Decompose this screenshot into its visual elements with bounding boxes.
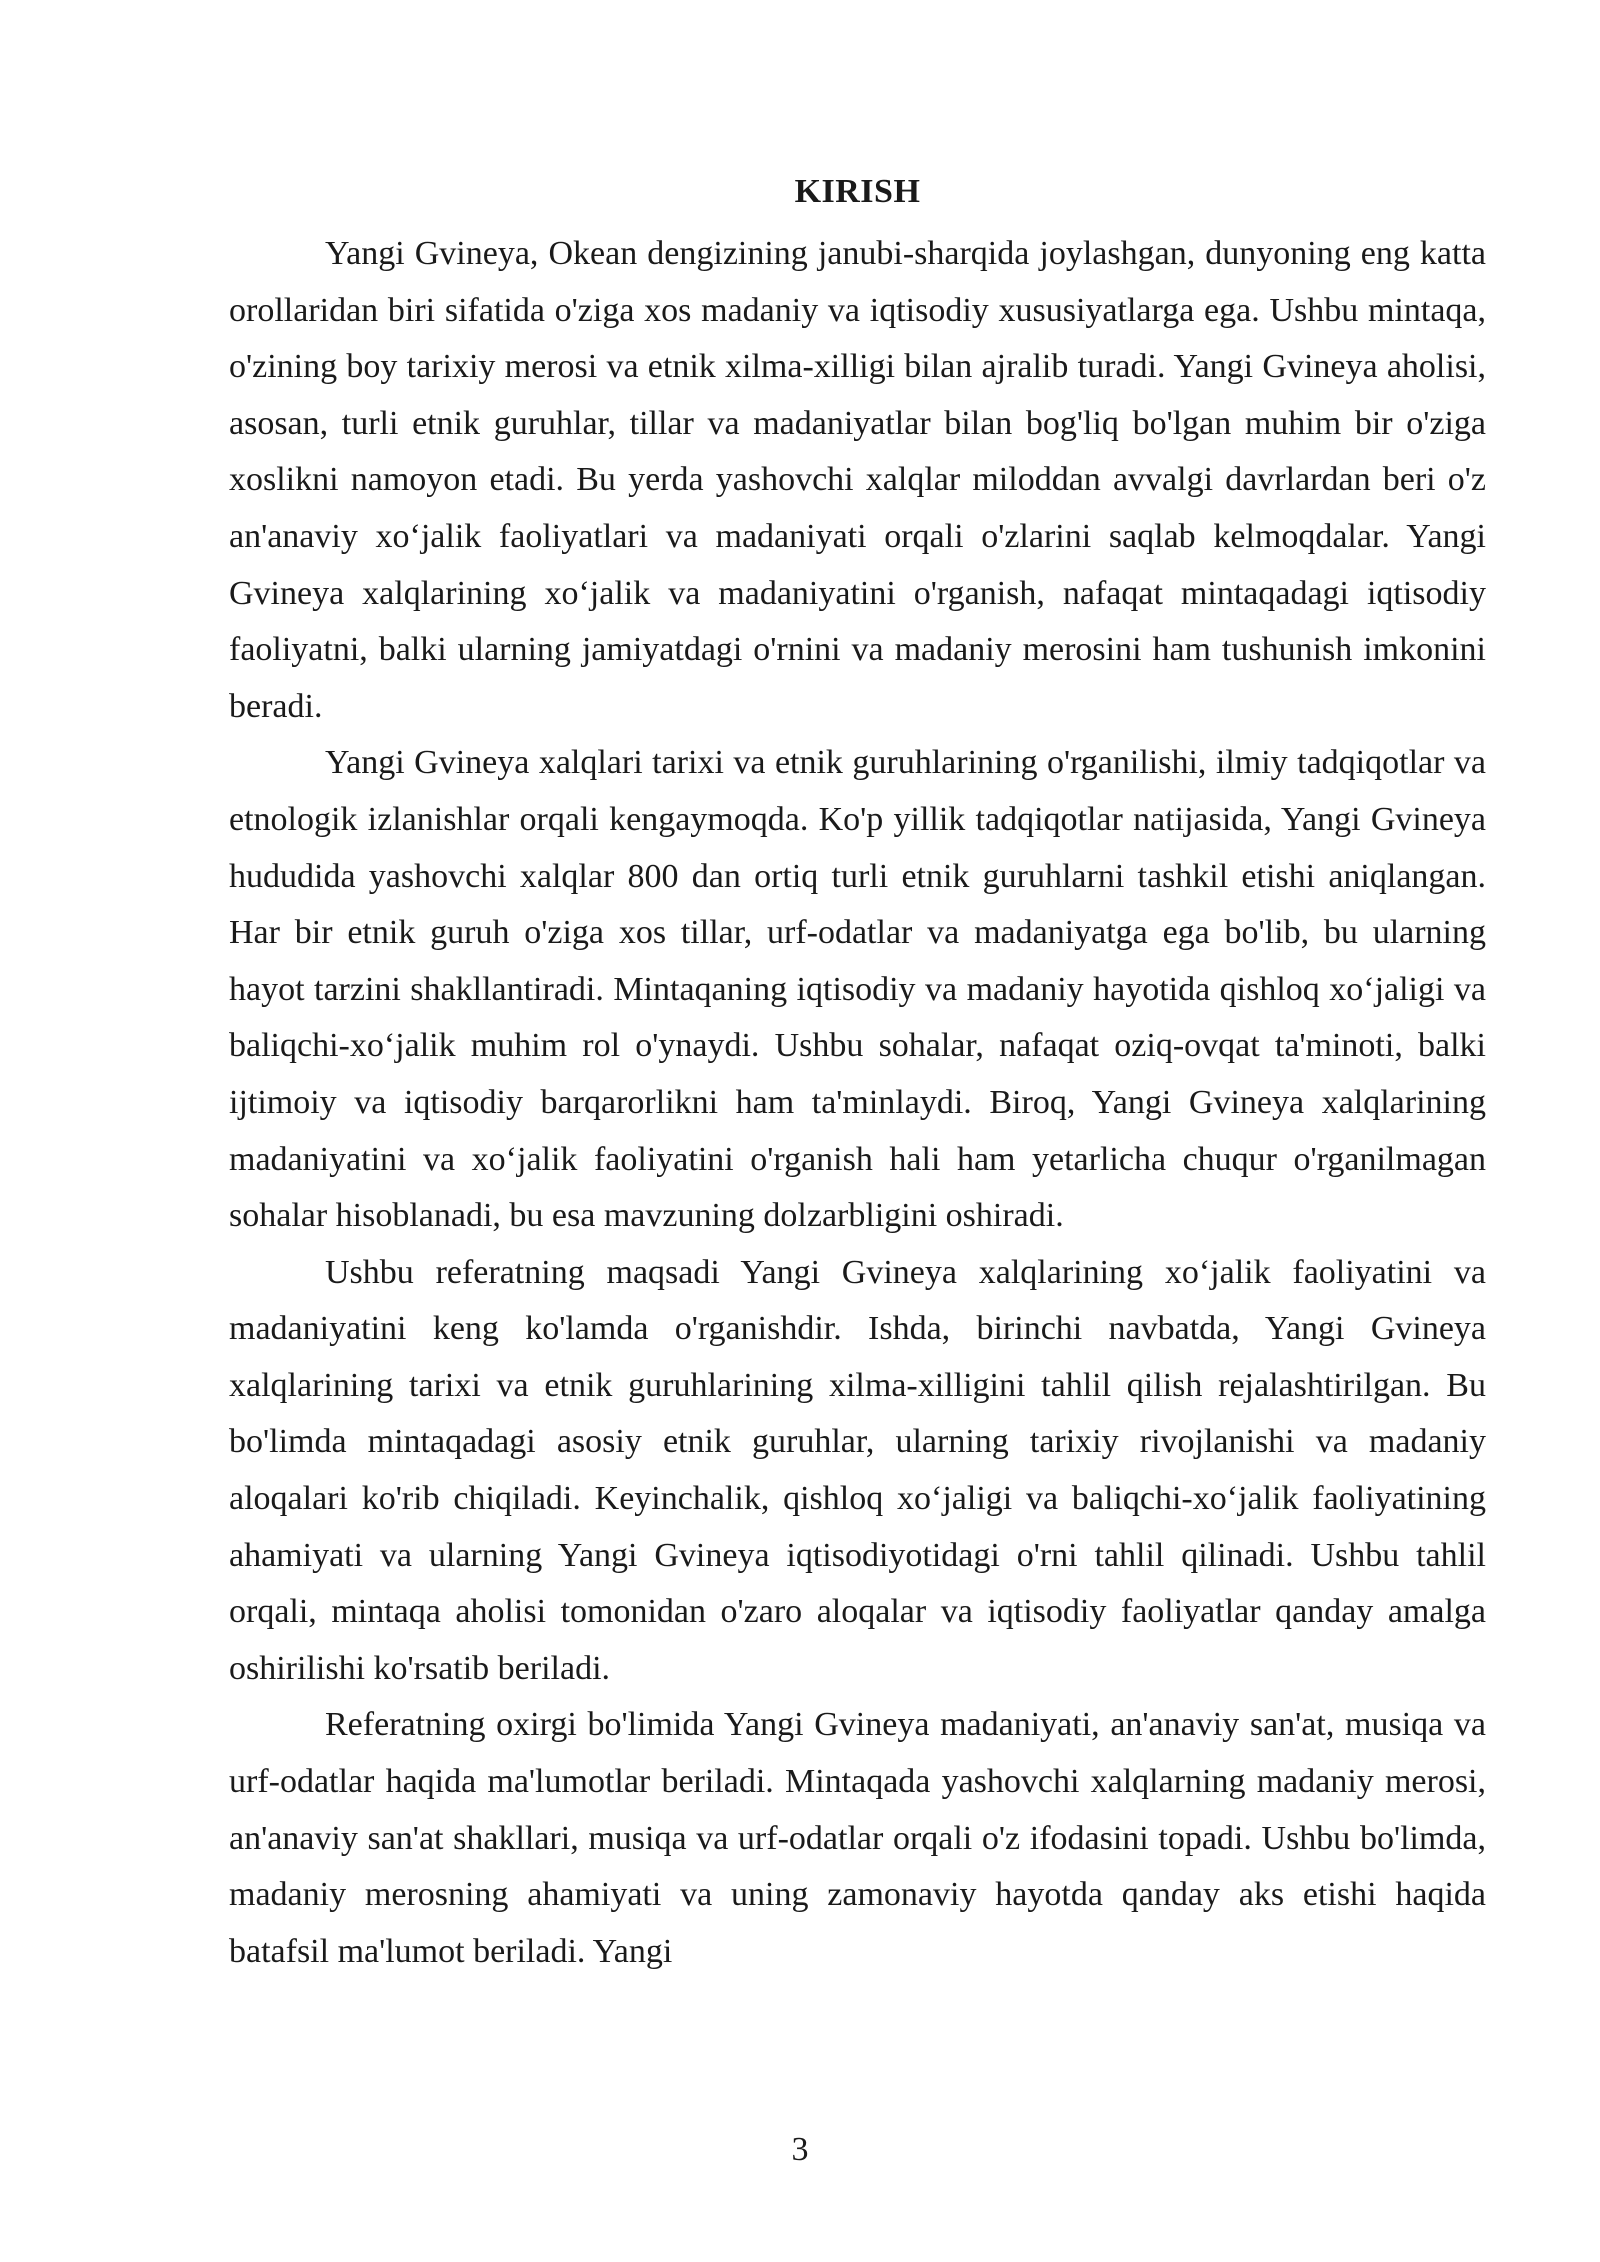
paragraph-3: Ushbu referatning maqsadi Yangi Gvineya xalqlarining xo‘jalik faoliyatini va madaniyatini keng ko'lamda o'rganishdir. Ishda, birinchi navbatda, Yangi Gvineya xalqlarining tarixi va etnik guruhlarining xilma-xilligini tahlil qilish rejalashtirilgan. Bu bo'limda mintaqadagi asosiy etnik guruhlar, ularning tarixiy rivojlanishi va madaniy aloqalari ko'rib chiqiladi. Keyinchalik, qishloq xo‘jaligi va baliqchi-xo‘jalik faoliyatining ahamiyati va ularning Yangi Gvineya iqtisodiyotidagi o'rni tahlil qilinadi. Ushbu tahlil orqali, mintaqa aholisi tomonidan o'zaro aloqalar va iqtisodiy faoliyatlar qanday amalga oshirilishi ko'rsatib beriladi. — [229, 1253, 1486, 1687]
paragraph-1: Yangi Gvineya, Okean dengizining janubi-sharqida joylashgan, dunyoning eng katta orollaridan biri sifatida o'ziga xos madaniy va iqtisodiy xususiyatlarga ega. Ushbu mintaqa, o'zining boy tarixiy merosi va etnik xilma-xilligi bilan ajralib turadi. Yangi Gvineya aholisi, asosan, turli etnik guruhlar, tillar va madaniyatlar bilan bog'liq bo'lgan muhim bir o'ziga xoslikni namoyon etadi. Bu yerda yashovchi xalqlar miloddan avvalgi davrlardan beri o'z an'anaviy xo‘jalik faoliyatlari va madaniyati orqali o'zlarini saqlab kelmoqdalar. Yangi Gvineya xalqlarining xo‘jalik va madaniyatini o'rganish, nafaqat mintaqadagi iqtisodiy faoliyatni, balki ularning jamiyatdagi o'rnini va madaniy merosini ham tushunish imkonini beradi. — [229, 235, 1486, 725]
paragraph-4: Referatning oxirgi bo'limida Yangi Gvineya madaniyati, an'anaviy san'at, musiqa va urf-odatlar haqida ma'lumotlar beriladi. Mintaqada yashovchi xalqlarning madaniy merosi, an'anaviy san'at shakllari, musiqa va urf-odatlar orqali o'z ifodasini topadi. Ushbu bo'limda, madaniy merosning ahamiyati va uning zamonaviy hayotda qanday aks etishi haqida batafsil ma'lumot beriladi. Yangi — [229, 1706, 1486, 1970]
page-number: 3 — [791, 2131, 809, 2168]
paragraph-2: Yangi Gvineya xalqlari tarixi va etnik guruhlarining o'rganilishi, ilmiy tadqiqotlar va etnologik izlanishlar orqali kengaymoqda. Ko'p yillik tadqiqotlar natijasida, Yangi Gvineya hududida yashovchi xalqlar 800 dan ortiq turli etnik guruhlarni tashkil etishi aniqlangan. Har bir etnik guruh o'ziga xos tillar, urf-odatlar va madaniyatga ega bo'lib, bu ularning hayot tarzini shakllantiradi. Mintaqaning iqtisodiy va madaniy hayotida qishloq xo‘jaligi va baliqchi-xo‘jalik muhim rol o'ynaydi. Ushbu sohalar, nafaqat oziq-ovqat ta'minoti, balki ijtimoiy va iqtisodiy barqarorlikni ham ta'minlaydi. Biroq, Yangi Gvineya xalqlarining madaniyatini va xo‘jalik faoliyatini o'rganish hali ham yetarlicha chuqur o'rganilmagan sohalar hisoblanadi, bu esa mavzuning dolzarbligini oshiradi. — [229, 744, 1486, 1235]
page-content — [229, 164, 1486, 1980]
page-title: KIRISH — [794, 173, 921, 210]
